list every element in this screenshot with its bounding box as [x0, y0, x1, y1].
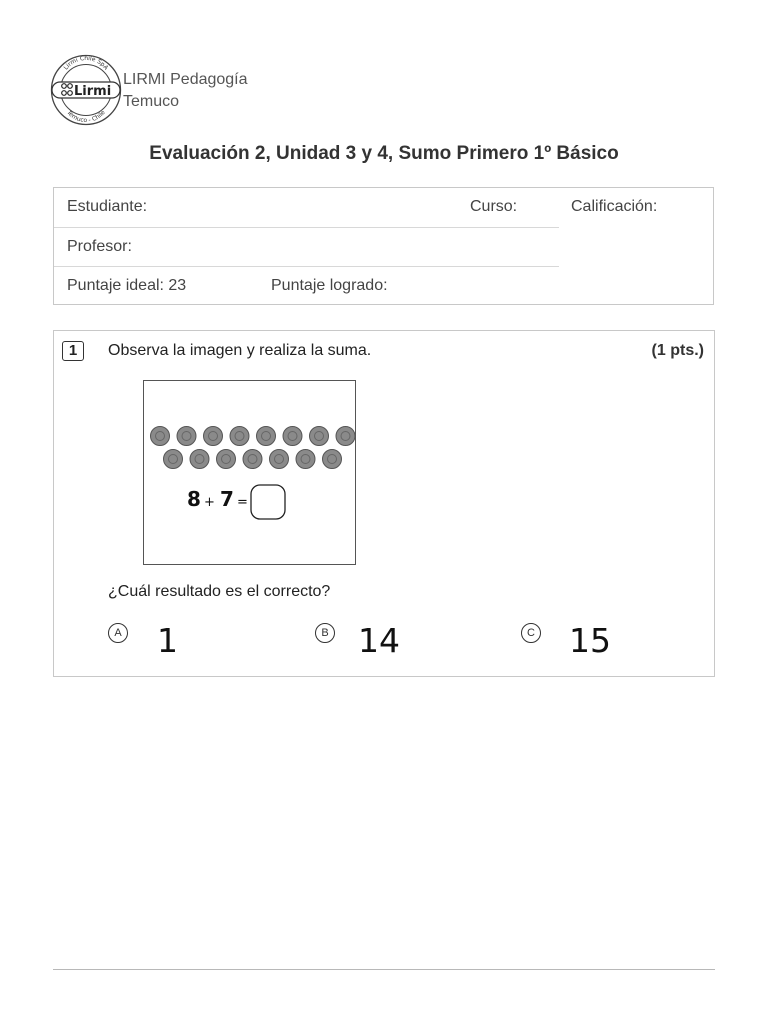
student-info-table [53, 187, 714, 305]
question-image [143, 380, 356, 565]
counter [283, 427, 302, 446]
answer-blank-box [251, 485, 285, 519]
counter [217, 450, 236, 469]
course-label: Curso: [470, 198, 518, 215]
lirmi-logo-icon [50, 54, 122, 126]
counter [323, 450, 342, 469]
option-a-value[interactable]: 1 [157, 621, 178, 660]
equation-equals: = [237, 495, 248, 510]
question-text: Observa la imagen y realiza la suma. [108, 342, 372, 359]
counter [204, 427, 223, 446]
counter [257, 427, 276, 446]
logo-brand: Lirmi [74, 84, 112, 99]
teacher-label: Profesor: [67, 238, 132, 255]
equation-left-term: 8 [187, 487, 201, 511]
divider [54, 227, 559, 228]
institution-line-2: Temuco [123, 93, 180, 110]
counters-illustration [144, 381, 355, 564]
counter [151, 427, 170, 446]
equation-right-term: 7 [220, 487, 234, 511]
logo-ring-bottom: Temuco - Chile [65, 109, 107, 125]
counter [230, 427, 249, 446]
question-points: (1 pts.) [651, 342, 704, 359]
counter [296, 450, 315, 469]
question-number: 1 [62, 341, 84, 361]
student-label: Estudiante: [67, 198, 148, 215]
footer-divider [53, 969, 715, 970]
counter-row-top [151, 427, 356, 446]
question-card [53, 330, 715, 677]
institution-name [123, 69, 248, 113]
counter [164, 450, 183, 469]
achieved-score-label: Puntaje logrado: [271, 277, 388, 294]
option-c-radio[interactable]: C [521, 623, 541, 643]
grade-label: Calificación: [571, 198, 658, 215]
counter [177, 427, 196, 446]
option-a-radio[interactable]: A [108, 623, 128, 643]
counter [310, 427, 329, 446]
question-prompt: ¿Cuál resultado es el correcto? [108, 583, 331, 600]
ideal-score-label: Puntaje ideal: 23 [67, 277, 187, 294]
option-b-radio[interactable]: B [315, 623, 335, 643]
equation-plus: + [204, 495, 215, 510]
counter [190, 450, 209, 469]
option-c-value[interactable]: 15 [569, 621, 611, 660]
divider [54, 266, 559, 267]
option-b-value[interactable]: 14 [358, 621, 400, 660]
counter-row-bottom [164, 450, 342, 469]
counter [336, 427, 355, 446]
counter [243, 450, 262, 469]
counter [270, 450, 289, 469]
page-title: Evaluación 2, Unidad 3 y 4, Sumo Primero 1º Básico [149, 143, 619, 164]
institution-line-1: LIRMI Pedagogía [123, 71, 248, 88]
logo-ring-top: Lirmi Chile SpA [62, 54, 110, 72]
